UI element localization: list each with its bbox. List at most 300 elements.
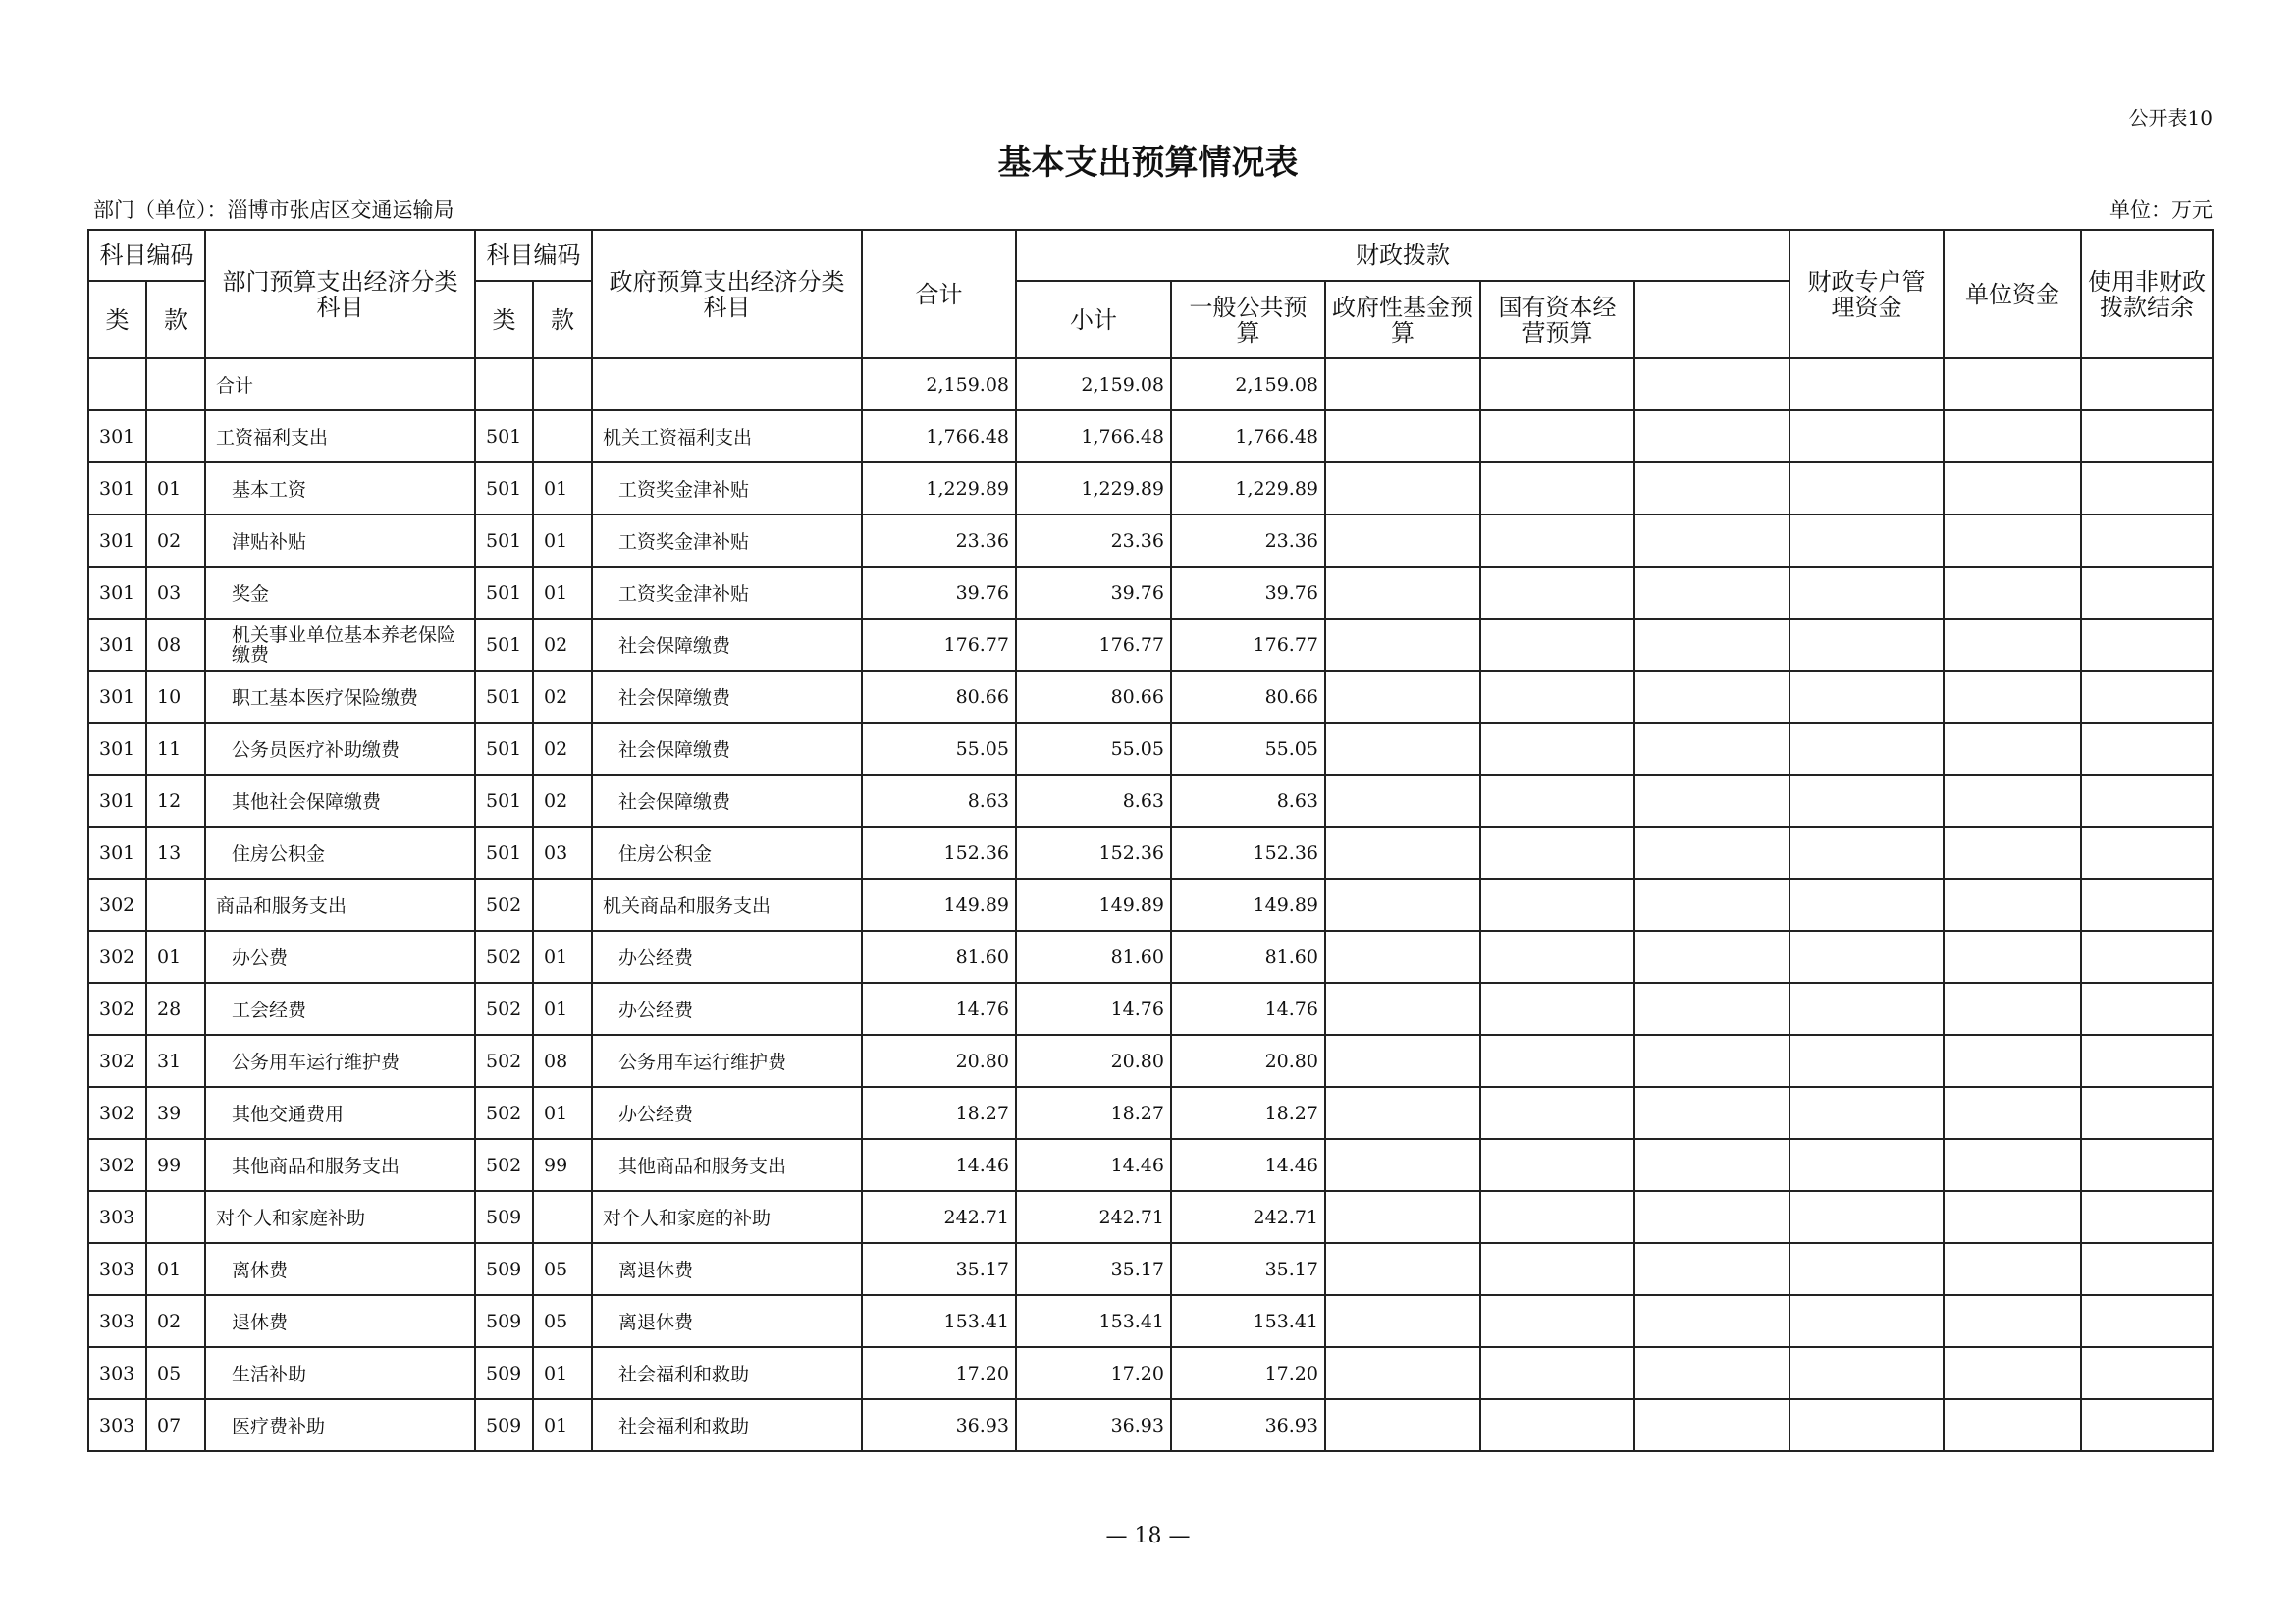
cell-class-code-2: 502: [475, 1035, 533, 1087]
cell-state-capital: [1480, 1035, 1634, 1087]
cell-last-year: [2081, 567, 2213, 619]
cell-special-fund: [1634, 775, 1789, 827]
cell-class-code-1: [88, 358, 146, 410]
cell-total: 55.05: [862, 723, 1016, 775]
page-number: — 18 —: [1105, 1524, 1191, 1548]
cell-gov-fund: [1325, 410, 1480, 462]
cell-dept-class-name: 退休费: [205, 1295, 475, 1347]
cell-subtotal: 8.63: [1016, 775, 1171, 827]
table-row: [88, 1191, 2213, 1243]
cell-class-code-1: 301: [88, 514, 146, 567]
cell-dept-class-name: 机关事业单位基本养老保险缴费: [205, 619, 475, 671]
cell-subtotal: 2,159.08: [1016, 358, 1171, 410]
cell-gov-fund: [1325, 567, 1480, 619]
cell-last-year: [2081, 1087, 2213, 1139]
cell-state-capital: [1480, 827, 1634, 879]
cell-general-budget: 17.20: [1171, 1347, 1325, 1399]
cell-subtotal: 14.76: [1016, 983, 1171, 1035]
cell-last-year: [2081, 514, 2213, 567]
cell-class-code-2: 502: [475, 931, 533, 983]
cell-special-fund: [1634, 1139, 1789, 1191]
cell-unit-fund: [1789, 567, 1944, 619]
cell-class-code-2: 502: [475, 1087, 533, 1139]
cell-general-budget: 55.05: [1171, 723, 1325, 775]
cell-non-fiscal: [1944, 775, 2081, 827]
header-gov-class: 政府预算支出经济分类科目: [592, 230, 862, 358]
cell-general-budget: 176.77: [1171, 619, 1325, 671]
cell-subtotal: 55.05: [1016, 723, 1171, 775]
cell-gov-class-name: 对个人和家庭的补助: [592, 1191, 862, 1243]
cell-dept-class-name: 住房公积金: [205, 827, 475, 879]
cell-subtotal: 1,766.48: [1016, 410, 1171, 462]
cell-general-budget: 39.76: [1171, 567, 1325, 619]
cell-class-code-1: 302: [88, 1139, 146, 1191]
cell-gov-fund: [1325, 1295, 1480, 1347]
cell-state-capital: [1480, 567, 1634, 619]
cell-subtotal: 18.27: [1016, 1087, 1171, 1139]
cell-gov-class-name: 离退休费: [592, 1295, 862, 1347]
cell-total: 17.20: [862, 1347, 1016, 1399]
header-code-group-2: 科目编码: [475, 230, 592, 281]
cell-subtotal: 242.71: [1016, 1191, 1171, 1243]
cell-unit-fund: [1789, 723, 1944, 775]
cell-unit-fund: [1789, 462, 1944, 514]
header-special-fund: 财政专户管理资金: [1789, 230, 1944, 358]
cell-general-budget: 153.41: [1171, 1295, 1325, 1347]
cell-general-budget: 14.76: [1171, 983, 1325, 1035]
cell-total: 36.93: [862, 1399, 1016, 1451]
table-row: [88, 1243, 2213, 1295]
cell-special-fund: [1634, 1191, 1789, 1243]
cell-total: 20.80: [862, 1035, 1016, 1087]
cell-non-fiscal: [1944, 1295, 2081, 1347]
cell-non-fiscal: [1944, 931, 2081, 983]
cell-state-capital: [1480, 514, 1634, 567]
header-non-fiscal: 使用非财政拨款结余: [2081, 230, 2213, 358]
cell-unit-fund: [1789, 879, 1944, 931]
cell-class-code-2: 502: [475, 983, 533, 1035]
cell-unit-fund: [1789, 1399, 1944, 1451]
cell-general-budget: 14.46: [1171, 1139, 1325, 1191]
cell-item-code-1: 03: [146, 567, 205, 619]
cell-non-fiscal: [1944, 1139, 2081, 1191]
cell-last-year: [2081, 462, 2213, 514]
cell-class-code-1: 301: [88, 827, 146, 879]
header-unit-fund: 单位资金: [1944, 230, 2081, 358]
header-state-capital: 国有资本经营预算: [1480, 281, 1634, 358]
cell-dept-class-name: 对个人和家庭补助: [205, 1191, 475, 1243]
cell-unit-fund: [1789, 1087, 1944, 1139]
cell-special-fund: [1634, 410, 1789, 462]
cell-last-year: [2081, 1243, 2213, 1295]
cell-item-code-1: 05: [146, 1347, 205, 1399]
table-row: [88, 1399, 2213, 1451]
cell-subtotal: 81.60: [1016, 931, 1171, 983]
cell-unit-fund: [1789, 1243, 1944, 1295]
table-row: [88, 358, 2213, 410]
cell-non-fiscal: [1944, 462, 2081, 514]
cell-item-code-2: 02: [533, 671, 592, 723]
cell-item-code-2: 01: [533, 1347, 592, 1399]
cell-item-code-2: 05: [533, 1295, 592, 1347]
table-number: 公开表10: [2128, 106, 2213, 130]
cell-special-fund: [1634, 879, 1789, 931]
cell-general-budget: 8.63: [1171, 775, 1325, 827]
cell-last-year: [2081, 723, 2213, 775]
cell-non-fiscal: [1944, 1035, 2081, 1087]
cell-total: 149.89: [862, 879, 1016, 931]
cell-item-code-1: 11: [146, 723, 205, 775]
cell-class-code-1: 301: [88, 410, 146, 462]
cell-class-code-2: 501: [475, 723, 533, 775]
cell-class-code-1: 303: [88, 1347, 146, 1399]
cell-total: 153.41: [862, 1295, 1016, 1347]
cell-class-code-2: 501: [475, 671, 533, 723]
cell-last-year: [2081, 1347, 2213, 1399]
cell-item-code-2: 01: [533, 1399, 592, 1451]
cell-last-year: [2081, 879, 2213, 931]
cell-subtotal: 36.93: [1016, 1399, 1171, 1451]
cell-class-code-2: 501: [475, 410, 533, 462]
cell-unit-fund: [1789, 619, 1944, 671]
cell-item-code-2: 01: [533, 567, 592, 619]
cell-non-fiscal: [1944, 619, 2081, 671]
cell-item-code-1: 12: [146, 775, 205, 827]
cell-non-fiscal: [1944, 723, 2081, 775]
cell-non-fiscal: [1944, 567, 2081, 619]
cell-gov-class-name: 办公经费: [592, 931, 862, 983]
table-row: [88, 931, 2213, 983]
cell-dept-class-name: 工资福利支出: [205, 410, 475, 462]
cell-special-fund: [1634, 723, 1789, 775]
cell-non-fiscal: [1944, 1243, 2081, 1295]
cell-special-fund: [1634, 671, 1789, 723]
cell-gov-fund: [1325, 1191, 1480, 1243]
cell-special-fund: [1634, 931, 1789, 983]
cell-dept-class-name: 津贴补贴: [205, 514, 475, 567]
cell-total: 35.17: [862, 1243, 1016, 1295]
cell-total: 18.27: [862, 1087, 1016, 1139]
cell-item-code-1: 02: [146, 514, 205, 567]
cell-dept-class-name: 职工基本医疗保险缴费: [205, 671, 475, 723]
cell-total: 1,766.48: [862, 410, 1016, 462]
cell-item-code-2: [533, 358, 592, 410]
unit-label: 单位：万元: [2109, 198, 2213, 222]
cell-gov-class-name: 社会保障缴费: [592, 775, 862, 827]
cell-non-fiscal: [1944, 827, 2081, 879]
cell-subtotal: 176.77: [1016, 619, 1171, 671]
cell-last-year: [2081, 1191, 2213, 1243]
cell-non-fiscal: [1944, 514, 2081, 567]
cell-gov-class-name: 工资奖金津补贴: [592, 514, 862, 567]
cell-item-code-1: [146, 410, 205, 462]
cell-class-code-2: 501: [475, 827, 533, 879]
cell-special-fund: [1634, 567, 1789, 619]
cell-last-year: [2081, 619, 2213, 671]
cell-item-code-2: 01: [533, 931, 592, 983]
cell-state-capital: [1480, 1243, 1634, 1295]
cell-state-capital: [1480, 879, 1634, 931]
cell-general-budget: 35.17: [1171, 1243, 1325, 1295]
cell-gov-fund: [1325, 1243, 1480, 1295]
cell-gov-fund: [1325, 1035, 1480, 1087]
cell-total: 14.76: [862, 983, 1016, 1035]
cell-state-capital: [1480, 931, 1634, 983]
cell-last-year: [2081, 931, 2213, 983]
cell-gov-fund: [1325, 1087, 1480, 1139]
header-general-budget: 一般公共预算: [1171, 281, 1325, 358]
cell-special-fund: [1634, 983, 1789, 1035]
cell-gov-class-name: [592, 358, 862, 410]
cell-item-code-2: [533, 410, 592, 462]
cell-last-year: [2081, 671, 2213, 723]
cell-dept-class-name: 公务员医疗补助缴费: [205, 723, 475, 775]
cell-special-fund: [1634, 462, 1789, 514]
cell-dept-class-name: 合计: [205, 358, 475, 410]
cell-gov-class-name: 社会保障缴费: [592, 723, 862, 775]
cell-non-fiscal: [1944, 358, 2081, 410]
table-row: [88, 1035, 2213, 1087]
table-row: [88, 671, 2213, 723]
cell-non-fiscal: [1944, 1087, 2081, 1139]
cell-non-fiscal: [1944, 1399, 2081, 1451]
cell-dept-class-name: 医疗费补助: [205, 1399, 475, 1451]
header-total: 合计: [862, 230, 1016, 358]
cell-class-code-1: 302: [88, 1087, 146, 1139]
cell-state-capital: [1480, 1295, 1634, 1347]
cell-class-code-2: 509: [475, 1347, 533, 1399]
table-row: [88, 619, 2213, 671]
cell-item-code-1: 10: [146, 671, 205, 723]
cell-item-code-1: 13: [146, 827, 205, 879]
cell-state-capital: [1480, 619, 1634, 671]
cell-class-code-2: 502: [475, 879, 533, 931]
cell-state-capital: [1480, 410, 1634, 462]
cell-item-code-2: 02: [533, 775, 592, 827]
cell-subtotal: 1,229.89: [1016, 462, 1171, 514]
cell-class-code-2: 501: [475, 775, 533, 827]
table-row: [88, 1087, 2213, 1139]
cell-state-capital: [1480, 775, 1634, 827]
cell-total: 39.76: [862, 567, 1016, 619]
cell-non-fiscal: [1944, 1191, 2081, 1243]
cell-last-year: [2081, 775, 2213, 827]
cell-state-capital: [1480, 358, 1634, 410]
table-row: [88, 879, 2213, 931]
cell-item-code-2: 03: [533, 827, 592, 879]
cell-item-code-1: 99: [146, 1139, 205, 1191]
cell-unit-fund: [1789, 1295, 1944, 1347]
cell-unit-fund: [1789, 514, 1944, 567]
cell-last-year: [2081, 827, 2213, 879]
cell-gov-class-name: 机关工资福利支出: [592, 410, 862, 462]
cell-dept-class-name: 其他交通费用: [205, 1087, 475, 1139]
cell-gov-fund: [1325, 879, 1480, 931]
table-row: [88, 514, 2213, 567]
cell-item-code-1: [146, 358, 205, 410]
cell-gov-fund: [1325, 1347, 1480, 1399]
cell-class-code-1: 301: [88, 723, 146, 775]
cell-gov-class-name: 社会福利和救助: [592, 1399, 862, 1451]
cell-unit-fund: [1789, 410, 1944, 462]
cell-gov-fund: [1325, 931, 1480, 983]
cell-dept-class-name: 其他商品和服务支出: [205, 1139, 475, 1191]
cell-item-code-1: 01: [146, 462, 205, 514]
cell-gov-fund: [1325, 827, 1480, 879]
table-row: [88, 1295, 2213, 1347]
cell-class-code-2: 501: [475, 567, 533, 619]
department-label: 部门（单位）：淄博市张店区交通运输局: [93, 198, 454, 222]
cell-gov-class-name: 其他商品和服务支出: [592, 1139, 862, 1191]
cell-item-code-1: 31: [146, 1035, 205, 1087]
cell-unit-fund: [1789, 1139, 1944, 1191]
cell-item-code-2: 08: [533, 1035, 592, 1087]
cell-class-code-1: 301: [88, 567, 146, 619]
header-lei-2: 类: [475, 281, 533, 358]
cell-state-capital: [1480, 723, 1634, 775]
cell-non-fiscal: [1944, 410, 2081, 462]
cell-class-code-1: 302: [88, 983, 146, 1035]
cell-class-code-1: 302: [88, 1035, 146, 1087]
cell-non-fiscal: [1944, 879, 2081, 931]
cell-last-year: [2081, 1295, 2213, 1347]
cell-last-year: [2081, 1035, 2213, 1087]
cell-item-code-2: 01: [533, 462, 592, 514]
cell-class-code-1: 303: [88, 1399, 146, 1451]
cell-class-code-1: 301: [88, 671, 146, 723]
cell-total: 2,159.08: [862, 358, 1016, 410]
cell-last-year: [2081, 1139, 2213, 1191]
cell-total: 81.60: [862, 931, 1016, 983]
cell-item-code-1: [146, 879, 205, 931]
cell-total: 80.66: [862, 671, 1016, 723]
header-dept-class: 部门预算支出经济分类科目: [205, 230, 475, 358]
table-row: [88, 1347, 2213, 1399]
cell-total: 8.63: [862, 775, 1016, 827]
cell-subtotal: 23.36: [1016, 514, 1171, 567]
cell-gov-class-name: 办公经费: [592, 1087, 862, 1139]
cell-general-budget: 1,766.48: [1171, 410, 1325, 462]
cell-state-capital: [1480, 671, 1634, 723]
cell-unit-fund: [1789, 358, 1944, 410]
table-row: [88, 775, 2213, 827]
cell-gov-fund: [1325, 1139, 1480, 1191]
header-code-group-1: 科目编码: [88, 230, 205, 281]
cell-special-fund: [1634, 1035, 1789, 1087]
cell-special-fund: [1634, 358, 1789, 410]
cell-special-fund: [1634, 1295, 1789, 1347]
cell-subtotal: 80.66: [1016, 671, 1171, 723]
cell-last-year: [2081, 410, 2213, 462]
cell-item-code-2: 99: [533, 1139, 592, 1191]
cell-dept-class-name: 办公费: [205, 931, 475, 983]
cell-total: 1,229.89: [862, 462, 1016, 514]
cell-state-capital: [1480, 1139, 1634, 1191]
cell-general-budget: 20.80: [1171, 1035, 1325, 1087]
cell-total: 23.36: [862, 514, 1016, 567]
cell-subtotal: 149.89: [1016, 879, 1171, 931]
cell-state-capital: [1480, 1347, 1634, 1399]
table-row: [88, 567, 2213, 619]
header-gov-fund: 政府性基金预算: [1325, 281, 1480, 358]
cell-unit-fund: [1789, 775, 1944, 827]
cell-item-code-2: 01: [533, 1087, 592, 1139]
cell-item-code-2: [533, 879, 592, 931]
cell-general-budget: 80.66: [1171, 671, 1325, 723]
cell-non-fiscal: [1944, 671, 2081, 723]
cell-class-code-2: 509: [475, 1243, 533, 1295]
cell-general-budget: 2,159.08: [1171, 358, 1325, 410]
cell-item-code-1: 39: [146, 1087, 205, 1139]
budget-table: [87, 229, 2214, 1452]
cell-item-code-1: 01: [146, 931, 205, 983]
cell-last-year: [2081, 358, 2213, 410]
cell-item-code-1: 08: [146, 619, 205, 671]
cell-dept-class-name: 商品和服务支出: [205, 879, 475, 931]
cell-item-code-1: 28: [146, 983, 205, 1035]
cell-gov-fund: [1325, 723, 1480, 775]
cell-general-budget: 18.27: [1171, 1087, 1325, 1139]
cell-special-fund: [1634, 1347, 1789, 1399]
cell-dept-class-name: 其他社会保障缴费: [205, 775, 475, 827]
cell-class-code-2: 509: [475, 1191, 533, 1243]
table-row: [88, 827, 2213, 879]
cell-class-code-1: 303: [88, 1243, 146, 1295]
cell-last-year: [2081, 983, 2213, 1035]
table-row: [88, 410, 2213, 462]
cell-gov-fund: [1325, 1399, 1480, 1451]
cell-gov-class-name: 办公经费: [592, 983, 862, 1035]
table-row: [88, 723, 2213, 775]
cell-class-code-2: 501: [475, 462, 533, 514]
cell-special-fund: [1634, 1087, 1789, 1139]
table-row: [88, 983, 2213, 1035]
cell-non-fiscal: [1944, 983, 2081, 1035]
cell-dept-class-name: 公务用车运行维护费: [205, 1035, 475, 1087]
cell-general-budget: 149.89: [1171, 879, 1325, 931]
cell-gov-class-name: 机关商品和服务支出: [592, 879, 862, 931]
cell-non-fiscal: [1944, 1347, 2081, 1399]
cell-gov-fund: [1325, 671, 1480, 723]
cell-dept-class-name: 生活补助: [205, 1347, 475, 1399]
cell-class-code-1: 302: [88, 879, 146, 931]
cell-subtotal: 35.17: [1016, 1243, 1171, 1295]
cell-gov-fund: [1325, 983, 1480, 1035]
cell-total: 176.77: [862, 619, 1016, 671]
cell-subtotal: 152.36: [1016, 827, 1171, 879]
header-subtotal: 小计: [1016, 281, 1171, 358]
cell-general-budget: 23.36: [1171, 514, 1325, 567]
cell-general-budget: 81.60: [1171, 931, 1325, 983]
cell-item-code-1: 07: [146, 1399, 205, 1451]
cell-special-fund: [1634, 1399, 1789, 1451]
cell-unit-fund: [1789, 931, 1944, 983]
cell-subtotal: 14.46: [1016, 1139, 1171, 1191]
cell-gov-fund: [1325, 462, 1480, 514]
cell-general-budget: 1,229.89: [1171, 462, 1325, 514]
cell-class-code-2: 509: [475, 1295, 533, 1347]
cell-dept-class-name: 工会经费: [205, 983, 475, 1035]
cell-gov-fund: [1325, 775, 1480, 827]
cell-class-code-2: 509: [475, 1399, 533, 1451]
cell-gov-class-name: 社会福利和救助: [592, 1347, 862, 1399]
cell-class-code-1: 303: [88, 1295, 146, 1347]
cell-total: 14.46: [862, 1139, 1016, 1191]
cell-unit-fund: [1789, 827, 1944, 879]
cell-state-capital: [1480, 1399, 1634, 1451]
cell-item-code-1: [146, 1191, 205, 1243]
cell-class-code-2: 501: [475, 514, 533, 567]
